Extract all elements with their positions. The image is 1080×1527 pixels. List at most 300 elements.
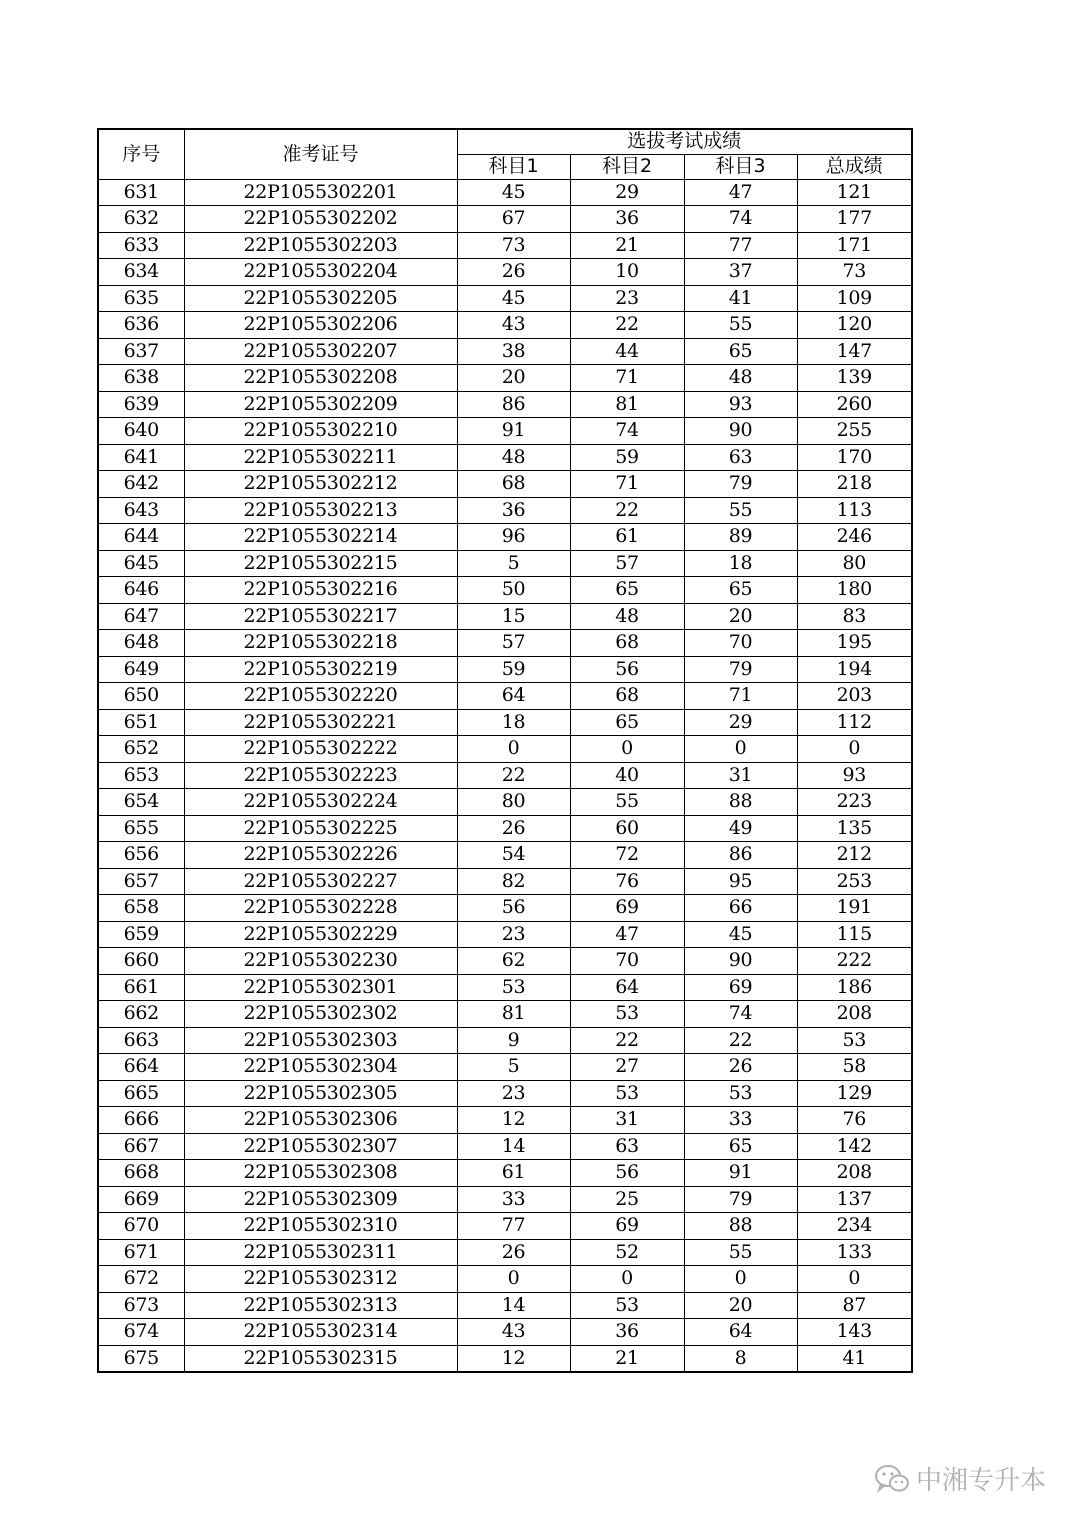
row-seq: 670 (98, 1213, 184, 1240)
row-total: 171 (797, 232, 912, 259)
row-ticket-number: 22P1055302202 (184, 206, 457, 233)
row-seq: 645 (98, 550, 184, 577)
row-subject-1: 45 (457, 285, 570, 312)
row-subject-3: 64 (684, 1319, 797, 1346)
table-row (98, 1292, 912, 1319)
row-subject-3: 37 (684, 259, 797, 286)
row-seq: 644 (98, 524, 184, 551)
row-total: 113 (797, 497, 912, 524)
row-total: 177 (797, 206, 912, 233)
row-total: 194 (797, 656, 912, 683)
score-table-body (98, 179, 912, 1372)
row-subject-3: 65 (684, 1133, 797, 1160)
table-row (98, 656, 912, 683)
row-subject-1: 64 (457, 683, 570, 710)
table-row (98, 1080, 912, 1107)
row-subject-2: 81 (570, 391, 684, 418)
row-subject-1: 26 (457, 815, 570, 842)
row-subject-3: 88 (684, 1213, 797, 1240)
row-subject-1: 50 (457, 577, 570, 604)
table-row (98, 974, 912, 1001)
row-subject-2: 55 (570, 789, 684, 816)
row-ticket-number: 22P1055302219 (184, 656, 457, 683)
row-subject-3: 88 (684, 789, 797, 816)
row-subject-1: 48 (457, 444, 570, 471)
row-subject-3: 8 (684, 1345, 797, 1372)
row-ticket-number: 22P1055302205 (184, 285, 457, 312)
row-ticket-number: 22P1055302312 (184, 1266, 457, 1293)
row-seq: 660 (98, 948, 184, 975)
row-total: 186 (797, 974, 912, 1001)
row-subject-2: 74 (570, 418, 684, 445)
row-total: 191 (797, 895, 912, 922)
table-row (98, 259, 912, 286)
row-ticket-number: 22P1055302304 (184, 1054, 457, 1081)
row-total: 120 (797, 312, 912, 339)
row-seq: 646 (98, 577, 184, 604)
row-subject-2: 71 (570, 365, 684, 392)
row-subject-2: 47 (570, 921, 684, 948)
row-subject-1: 33 (457, 1186, 570, 1213)
row-ticket-number: 22P1055302227 (184, 868, 457, 895)
row-subject-2: 36 (570, 206, 684, 233)
row-subject-2: 52 (570, 1239, 684, 1266)
table-row (98, 921, 912, 948)
table-row (98, 683, 912, 710)
row-total: 222 (797, 948, 912, 975)
row-total: 0 (797, 1266, 912, 1293)
row-total: 133 (797, 1239, 912, 1266)
row-subject-2: 70 (570, 948, 684, 975)
row-ticket-number: 22P1055302204 (184, 259, 457, 286)
row-seq: 649 (98, 656, 184, 683)
row-total: 255 (797, 418, 912, 445)
row-subject-3: 55 (684, 497, 797, 524)
table-row (98, 868, 912, 895)
row-ticket-number: 22P1055302308 (184, 1160, 457, 1187)
row-subject-3: 71 (684, 683, 797, 710)
row-subject-1: 96 (457, 524, 570, 551)
row-total: 87 (797, 1292, 912, 1319)
row-subject-3: 22 (684, 1027, 797, 1054)
row-subject-3: 55 (684, 1239, 797, 1266)
table-row (98, 285, 912, 312)
row-subject-1: 0 (457, 1266, 570, 1293)
row-ticket-number: 22P1055302220 (184, 683, 457, 710)
row-subject-1: 43 (457, 1319, 570, 1346)
row-subject-2: 22 (570, 497, 684, 524)
row-subject-2: 59 (570, 444, 684, 471)
row-subject-3: 89 (684, 524, 797, 551)
table-row (98, 471, 912, 498)
row-subject-3: 20 (684, 603, 797, 630)
row-subject-2: 22 (570, 312, 684, 339)
row-total: 212 (797, 842, 912, 869)
table-row (98, 895, 912, 922)
row-subject-3: 47 (684, 179, 797, 206)
row-subject-1: 26 (457, 1239, 570, 1266)
row-subject-2: 53 (570, 1292, 684, 1319)
table-row (98, 365, 912, 392)
row-total: 73 (797, 259, 912, 286)
row-subject-3: 20 (684, 1292, 797, 1319)
row-subject-3: 79 (684, 1186, 797, 1213)
row-total: 253 (797, 868, 912, 895)
row-subject-2: 64 (570, 974, 684, 1001)
row-ticket-number: 22P1055302311 (184, 1239, 457, 1266)
row-total: 208 (797, 1001, 912, 1028)
row-subject-1: 5 (457, 1054, 570, 1081)
row-subject-1: 56 (457, 895, 570, 922)
row-total: 208 (797, 1160, 912, 1187)
table-row (98, 1213, 912, 1240)
row-subject-2: 69 (570, 1213, 684, 1240)
row-subject-2: 71 (570, 471, 684, 498)
row-subject-2: 61 (570, 524, 684, 551)
row-subject-3: 41 (684, 285, 797, 312)
row-subject-3: 55 (684, 312, 797, 339)
row-seq: 638 (98, 365, 184, 392)
row-ticket-number: 22P1055302225 (184, 815, 457, 842)
row-subject-2: 72 (570, 842, 684, 869)
row-ticket-number: 22P1055302214 (184, 524, 457, 551)
row-subject-1: 23 (457, 921, 570, 948)
wechat-icon (874, 1464, 910, 1494)
row-total: 109 (797, 285, 912, 312)
row-subject-2: 40 (570, 762, 684, 789)
row-subject-1: 23 (457, 1080, 570, 1107)
row-seq: 643 (98, 497, 184, 524)
row-subject-2: 65 (570, 709, 684, 736)
row-subject-1: 59 (457, 656, 570, 683)
row-seq: 655 (98, 815, 184, 842)
row-subject-2: 0 (570, 1266, 684, 1293)
row-subject-1: 0 (457, 736, 570, 763)
row-subject-3: 33 (684, 1107, 797, 1134)
table-row (98, 497, 912, 524)
table-row (98, 206, 912, 233)
row-subject-1: 20 (457, 365, 570, 392)
row-subject-2: 21 (570, 232, 684, 259)
row-total: 41 (797, 1345, 912, 1372)
table-row (98, 577, 912, 604)
row-subject-3: 53 (684, 1080, 797, 1107)
header-exam-scores: 选拔考试成绩 (457, 129, 912, 154)
table-row (98, 1345, 912, 1372)
row-seq: 666 (98, 1107, 184, 1134)
row-seq: 653 (98, 762, 184, 789)
table-row (98, 1133, 912, 1160)
row-seq: 674 (98, 1319, 184, 1346)
row-total: 203 (797, 683, 912, 710)
row-subject-1: 18 (457, 709, 570, 736)
row-subject-2: 68 (570, 683, 684, 710)
table-row (98, 312, 912, 339)
row-total: 223 (797, 789, 912, 816)
row-subject-1: 62 (457, 948, 570, 975)
table-row (98, 1239, 912, 1266)
row-subject-3: 77 (684, 232, 797, 259)
row-total: 246 (797, 524, 912, 551)
watermark (874, 1460, 1046, 1497)
row-total: 129 (797, 1080, 912, 1107)
row-subject-3: 26 (684, 1054, 797, 1081)
row-ticket-number: 22P1055302315 (184, 1345, 457, 1372)
table-row (98, 789, 912, 816)
row-seq: 637 (98, 338, 184, 365)
table-row (98, 630, 912, 657)
table-row (98, 444, 912, 471)
row-subject-3: 0 (684, 736, 797, 763)
row-subject-1: 53 (457, 974, 570, 1001)
row-subject-2: 60 (570, 815, 684, 842)
table-row (98, 709, 912, 736)
row-seq: 651 (98, 709, 184, 736)
row-subject-2: 31 (570, 1107, 684, 1134)
row-subject-1: 22 (457, 762, 570, 789)
row-subject-2: 53 (570, 1001, 684, 1028)
row-seq: 635 (98, 285, 184, 312)
row-subject-2: 10 (570, 259, 684, 286)
row-seq: 642 (98, 471, 184, 498)
row-subject-2: 69 (570, 895, 684, 922)
row-seq: 672 (98, 1266, 184, 1293)
row-ticket-number: 22P1055302201 (184, 179, 457, 206)
row-subject-2: 27 (570, 1054, 684, 1081)
header-ticket-number: 准考证号 (184, 129, 457, 179)
row-subject-2: 48 (570, 603, 684, 630)
row-ticket-number: 22P1055302207 (184, 338, 457, 365)
row-subject-3: 69 (684, 974, 797, 1001)
row-seq: 667 (98, 1133, 184, 1160)
row-subject-1: 12 (457, 1345, 570, 1372)
row-total: 121 (797, 179, 912, 206)
row-ticket-number: 22P1055302217 (184, 603, 457, 630)
row-seq: 668 (98, 1160, 184, 1187)
row-subject-1: 57 (457, 630, 570, 657)
row-subject-2: 29 (570, 179, 684, 206)
row-ticket-number: 22P1055302203 (184, 232, 457, 259)
row-subject-3: 0 (684, 1266, 797, 1293)
row-ticket-number: 22P1055302218 (184, 630, 457, 657)
row-subject-1: 14 (457, 1133, 570, 1160)
row-subject-2: 21 (570, 1345, 684, 1372)
table-row (98, 1319, 912, 1346)
row-total: 180 (797, 577, 912, 604)
row-ticket-number: 22P1055302305 (184, 1080, 457, 1107)
row-ticket-number: 22P1055302210 (184, 418, 457, 445)
row-seq: 656 (98, 842, 184, 869)
row-seq: 675 (98, 1345, 184, 1372)
row-total: 147 (797, 338, 912, 365)
header-subject-2: 科目2 (570, 154, 684, 179)
row-seq: 671 (98, 1239, 184, 1266)
row-subject-1: 12 (457, 1107, 570, 1134)
row-seq: 647 (98, 603, 184, 630)
row-ticket-number: 22P1055302222 (184, 736, 457, 763)
row-seq: 639 (98, 391, 184, 418)
row-ticket-number: 22P1055302228 (184, 895, 457, 922)
table-row (98, 1186, 912, 1213)
row-seq: 632 (98, 206, 184, 233)
row-subject-3: 79 (684, 656, 797, 683)
row-ticket-number: 22P1055302314 (184, 1319, 457, 1346)
row-subject-3: 65 (684, 338, 797, 365)
row-ticket-number: 22P1055302230 (184, 948, 457, 975)
row-ticket-number: 22P1055302221 (184, 709, 457, 736)
row-subject-1: 14 (457, 1292, 570, 1319)
row-subject-3: 70 (684, 630, 797, 657)
row-seq: 663 (98, 1027, 184, 1054)
row-subject-1: 43 (457, 312, 570, 339)
table-row (98, 418, 912, 445)
row-ticket-number: 22P1055302303 (184, 1027, 457, 1054)
row-seq: 636 (98, 312, 184, 339)
row-subject-3: 48 (684, 365, 797, 392)
row-seq: 658 (98, 895, 184, 922)
row-subject-2: 44 (570, 338, 684, 365)
header-subject-3: 科目3 (684, 154, 797, 179)
table-row (98, 524, 912, 551)
row-seq: 662 (98, 1001, 184, 1028)
row-seq: 664 (98, 1054, 184, 1081)
row-total: 260 (797, 391, 912, 418)
row-total: 112 (797, 709, 912, 736)
row-subject-2: 56 (570, 1160, 684, 1187)
row-ticket-number: 22P1055302310 (184, 1213, 457, 1240)
row-total: 170 (797, 444, 912, 471)
row-subject-2: 53 (570, 1080, 684, 1107)
row-subject-3: 29 (684, 709, 797, 736)
row-subject-2: 56 (570, 656, 684, 683)
row-subject-2: 65 (570, 577, 684, 604)
row-total: 142 (797, 1133, 912, 1160)
row-ticket-number: 22P1055302208 (184, 365, 457, 392)
row-total: 135 (797, 815, 912, 842)
row-subject-2: 63 (570, 1133, 684, 1160)
table-row (98, 1266, 912, 1293)
row-total: 234 (797, 1213, 912, 1240)
row-ticket-number: 22P1055302216 (184, 577, 457, 604)
row-ticket-number: 22P1055302229 (184, 921, 457, 948)
row-total: 218 (797, 471, 912, 498)
watermark-text: 中湘专升本 (915, 1466, 1046, 1496)
row-ticket-number: 22P1055302301 (184, 974, 457, 1001)
row-seq: 654 (98, 789, 184, 816)
row-subject-1: 67 (457, 206, 570, 233)
row-subject-1: 5 (457, 550, 570, 577)
table-row (98, 603, 912, 630)
row-seq: 669 (98, 1186, 184, 1213)
row-ticket-number: 22P1055302223 (184, 762, 457, 789)
row-subject-3: 63 (684, 444, 797, 471)
row-subject-1: 82 (457, 868, 570, 895)
row-subject-1: 86 (457, 391, 570, 418)
row-ticket-number: 22P1055302206 (184, 312, 457, 339)
row-subject-3: 90 (684, 948, 797, 975)
row-subject-3: 18 (684, 550, 797, 577)
row-seq: 650 (98, 683, 184, 710)
table-row (98, 1001, 912, 1028)
table-row (98, 338, 912, 365)
row-seq: 648 (98, 630, 184, 657)
row-subject-1: 80 (457, 789, 570, 816)
row-subject-2: 0 (570, 736, 684, 763)
row-ticket-number: 22P1055302209 (184, 391, 457, 418)
row-seq: 659 (98, 921, 184, 948)
row-subject-2: 36 (570, 1319, 684, 1346)
table-row (98, 815, 912, 842)
row-seq: 641 (98, 444, 184, 471)
header-subject-1: 科目1 (457, 154, 570, 179)
row-ticket-number: 22P1055302213 (184, 497, 457, 524)
row-total: 115 (797, 921, 912, 948)
row-subject-3: 91 (684, 1160, 797, 1187)
row-ticket-number: 22P1055302226 (184, 842, 457, 869)
row-subject-3: 66 (684, 895, 797, 922)
row-ticket-number: 22P1055302306 (184, 1107, 457, 1134)
row-subject-2: 23 (570, 285, 684, 312)
row-ticket-number: 22P1055302313 (184, 1292, 457, 1319)
header-seq: 序号 (98, 129, 184, 179)
row-subject-3: 74 (684, 206, 797, 233)
row-subject-3: 45 (684, 921, 797, 948)
row-ticket-number: 22P1055302215 (184, 550, 457, 577)
row-subject-1: 45 (457, 179, 570, 206)
table-row (98, 179, 912, 206)
row-subject-3: 74 (684, 1001, 797, 1028)
row-subject-1: 9 (457, 1027, 570, 1054)
row-subject-2: 22 (570, 1027, 684, 1054)
row-subject-1: 81 (457, 1001, 570, 1028)
row-total: 139 (797, 365, 912, 392)
row-subject-1: 61 (457, 1160, 570, 1187)
row-seq: 673 (98, 1292, 184, 1319)
row-subject-1: 15 (457, 603, 570, 630)
row-seq: 661 (98, 974, 184, 1001)
header-total: 总成绩 (797, 154, 912, 179)
row-ticket-number: 22P1055302212 (184, 471, 457, 498)
row-total: 93 (797, 762, 912, 789)
row-subject-1: 54 (457, 842, 570, 869)
table-row (98, 1160, 912, 1187)
row-subject-2: 68 (570, 630, 684, 657)
row-subject-1: 68 (457, 471, 570, 498)
row-subject-3: 86 (684, 842, 797, 869)
row-seq: 665 (98, 1080, 184, 1107)
row-seq: 631 (98, 179, 184, 206)
row-seq: 652 (98, 736, 184, 763)
row-seq: 657 (98, 868, 184, 895)
row-subject-3: 31 (684, 762, 797, 789)
table-row (98, 1107, 912, 1134)
row-subject-1: 73 (457, 232, 570, 259)
row-subject-2: 76 (570, 868, 684, 895)
row-subject-3: 49 (684, 815, 797, 842)
row-subject-3: 65 (684, 577, 797, 604)
row-subject-2: 25 (570, 1186, 684, 1213)
table-row (98, 1027, 912, 1054)
row-total: 58 (797, 1054, 912, 1081)
row-subject-3: 93 (684, 391, 797, 418)
row-ticket-number: 22P1055302211 (184, 444, 457, 471)
table-row (98, 948, 912, 975)
row-ticket-number: 22P1055302302 (184, 1001, 457, 1028)
row-subject-1: 91 (457, 418, 570, 445)
row-total: 143 (797, 1319, 912, 1346)
score-table (97, 128, 913, 1373)
table-row (98, 550, 912, 577)
